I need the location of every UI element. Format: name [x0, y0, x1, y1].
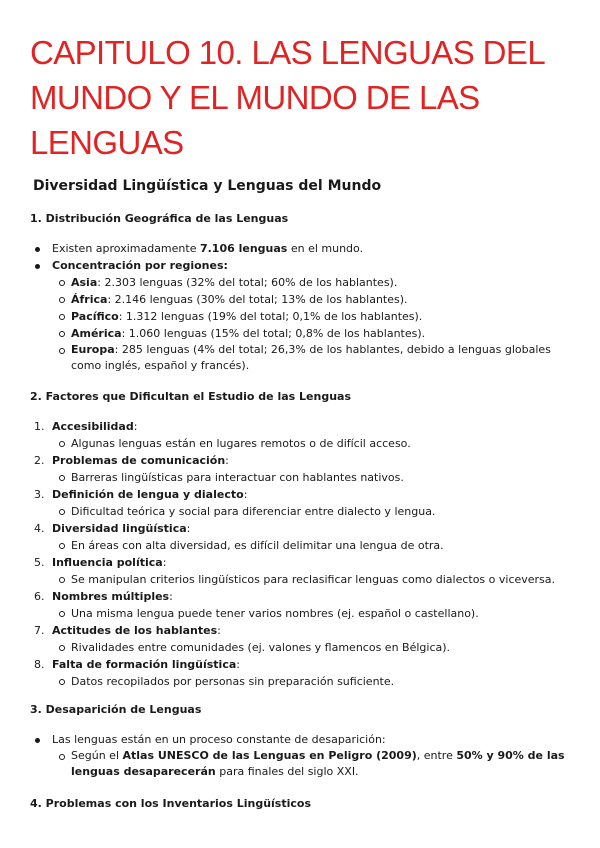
page-title: CAPITULO 10. LAS LENGUAS DEL MUNDO Y EL MUNDO DE LAS LENGUAS	[30, 34, 544, 161]
list-item-factor: 6. Nombres múltiples:	[34, 590, 173, 603]
heading-factores: 2. Factores que Dificultan el Estudio de las Lenguas	[30, 390, 352, 403]
list-item-factor-desc: Rivalidades entre comunidades (ej. valones y flamencos en Bélgica).	[0, 639, 600, 656]
list-item-factor-desc: Algunas lenguas están en lugares remotos o de difícil acceso.	[0, 435, 600, 452]
list-item-factor: 2. Problemas de comunicación:	[34, 454, 229, 467]
list-item-factor: 3. Definición de lengua y dialecto:	[34, 488, 248, 501]
circle-bullet-icon	[59, 441, 65, 447]
circle-bullet-icon	[59, 297, 65, 303]
circle-bullet-icon	[59, 331, 65, 337]
heading-desaparicion: 3. Desaparición de Lenguas	[30, 703, 202, 716]
circle-bullet-icon	[59, 679, 65, 685]
list-item-total: Existen aproximadamente 7.106 lenguas en el mundo.	[0, 240, 600, 257]
circle-bullet-icon	[59, 543, 65, 549]
list-item-region-asia: Asia: 2.303 lenguas (32% del total; 60% de los hablantes).	[0, 274, 600, 291]
circle-bullet-icon	[59, 280, 65, 286]
list-item-factor: 7. Actitudes de los hablantes:	[34, 624, 221, 637]
list-factores	[0, 418, 600, 690]
section-subtitle: Diversidad Lingüística y Lenguas del Mundo	[33, 178, 382, 194]
circle-bullet-icon	[59, 645, 65, 651]
list-item-factor: 5. Influencia política:	[34, 556, 167, 569]
circle-bullet-icon	[59, 577, 65, 583]
heading-inventarios: 4. Problemas con los Inventarios Lingüísticos	[30, 797, 311, 810]
circle-bullet-icon	[59, 611, 65, 617]
bullet-icon	[35, 247, 40, 252]
circle-bullet-icon	[59, 754, 65, 760]
circle-bullet-icon	[59, 314, 65, 320]
list-item-intro: Las lenguas están en un proceso constante de desaparición:	[0, 731, 600, 748]
circle-bullet-icon	[59, 475, 65, 481]
list-item-region-africa: África: 2.146 lenguas (30% del total; 13% de los hablantes).	[0, 291, 600, 308]
circle-bullet-icon	[59, 348, 65, 354]
list-item-factor-desc: Dificultad teórica y social para diferenciar entre dialecto y lengua.	[0, 503, 600, 520]
list-item-regiones: Concentración por regiones:	[0, 257, 600, 274]
list-item-unesco: Según el Atlas UNESCO de las Lenguas en Peligro (2009), entre 50% y 90% de las lenguas desaparecerán para finales del siglo XXI.	[0, 748, 600, 780]
list-item-factor-desc: En áreas con alta diversidad, es difícil delimitar una lengua de otra.	[0, 537, 600, 554]
list-item-factor: 4. Diversidad lingüística:	[34, 522, 191, 535]
bullet-icon	[35, 738, 40, 743]
list-item-factor: 8. Falta de formación lingüística:	[34, 658, 240, 671]
list-item-factor-desc: Datos recopilados por personas sin preparación suficiente.	[0, 673, 600, 690]
list-item-factor: 1. Accesibilidad:	[34, 420, 138, 433]
bullet-icon	[35, 264, 40, 269]
list-distribucion	[0, 240, 600, 374]
list-desaparicion	[0, 731, 600, 780]
list-item-factor-desc: Una misma lengua puede tener varios nombres (ej. español o castellano).	[0, 605, 600, 622]
list-item-region-pacifico: Pacífico: 1.312 lenguas (19% del total; 0,1% de los hablantes).	[0, 308, 600, 325]
list-item-factor-desc: Se manipulan criterios lingüísticos para reclasificar lenguas como dialectos o viceversa.	[0, 571, 600, 588]
circle-bullet-icon	[59, 509, 65, 515]
list-item-region-europa: Europa: 285 lenguas (4% del total; 26,3% de los hablantes, debido a lenguas globales como inglés, español y francés).	[0, 342, 600, 374]
heading-distribucion: 1. Distribución Geográfica de las Lenguas	[30, 212, 289, 225]
list-item-region-america: América: 1.060 lenguas (15% del total; 0,8% de los hablantes).	[0, 325, 600, 342]
list-item-factor-desc: Barreras lingüísticas para interactuar con hablantes nativos.	[0, 469, 600, 486]
